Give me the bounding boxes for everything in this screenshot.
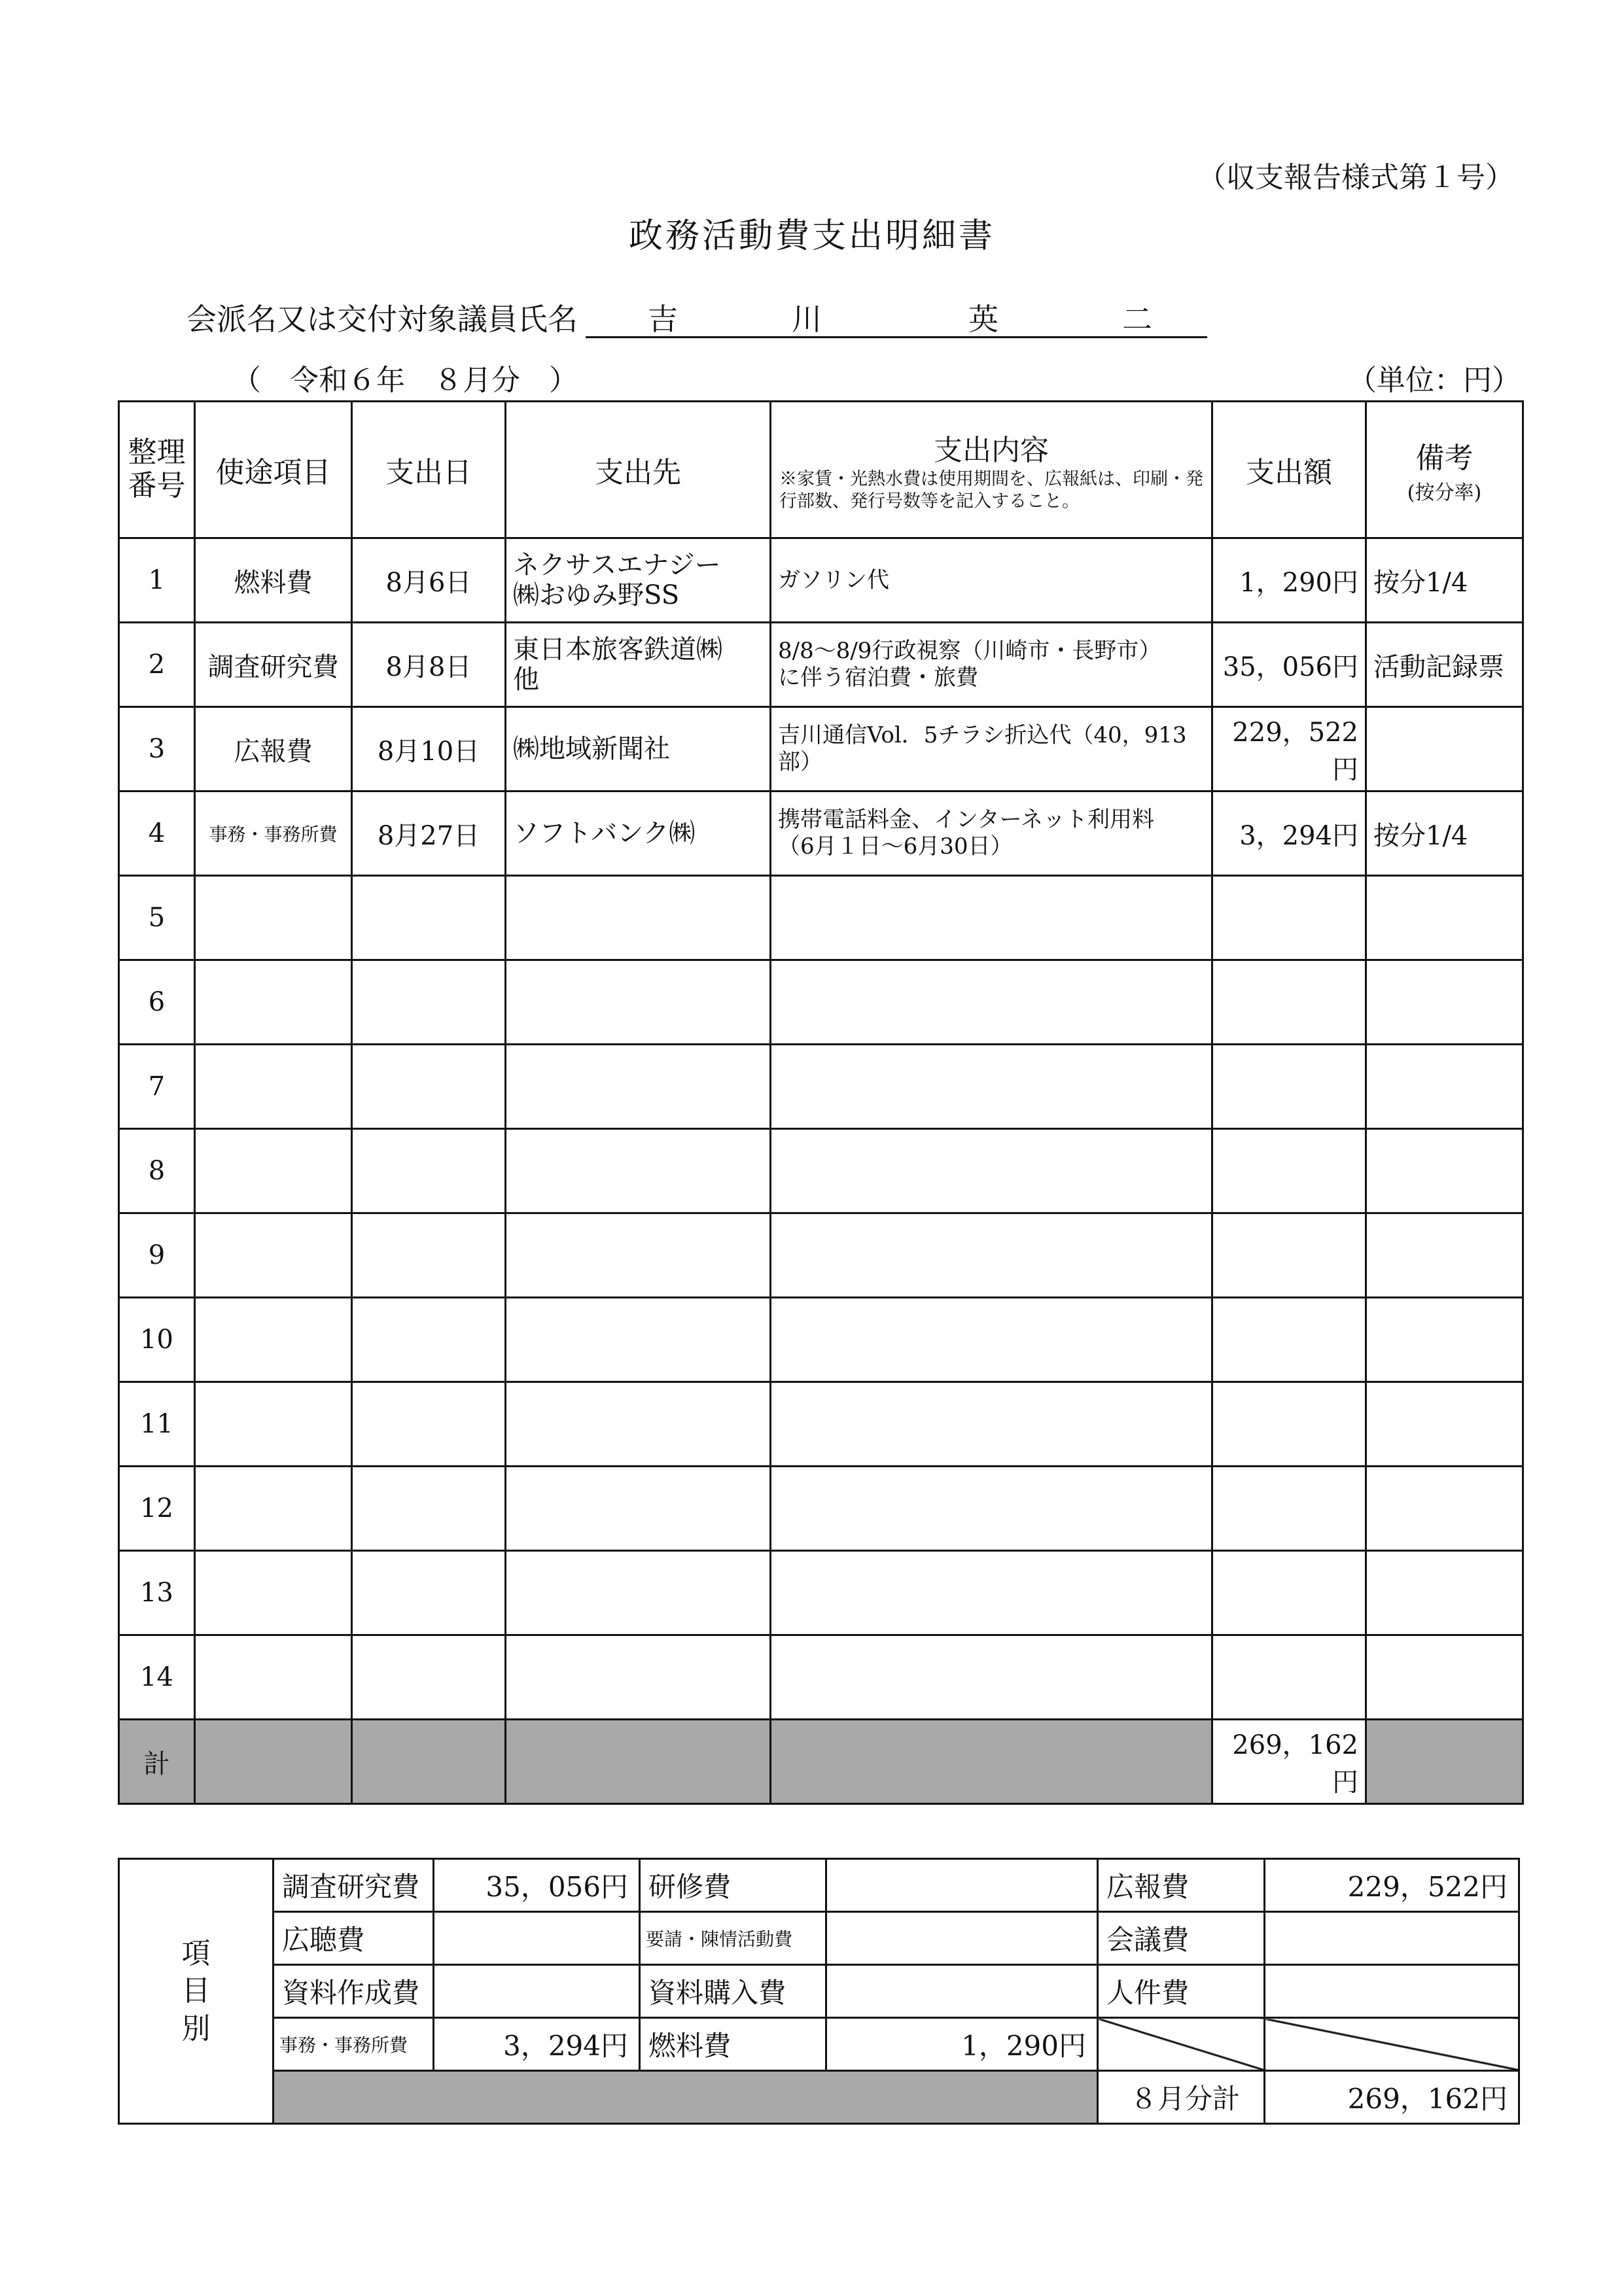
table-row: [119, 1129, 1523, 1213]
summary-row: [119, 1965, 1519, 2018]
table-row: [119, 876, 1523, 960]
summary-row: [119, 2018, 1519, 2071]
summary-row: [119, 2071, 1519, 2124]
header-remarks: [1366, 402, 1523, 538]
row-no: 7: [119, 1045, 195, 1129]
row-date: [352, 1213, 506, 1298]
row-payee: [506, 1129, 771, 1213]
category-summary-table: [118, 1858, 1520, 2125]
row-content: 8/8～8/9行政視察（川崎市・長野市） に伴う宿泊費・旅費: [771, 623, 1212, 707]
member-name-underline: [586, 336, 1207, 338]
summary-hearing-value: [434, 1912, 640, 1965]
summary-pr-label: 広報費: [1098, 1859, 1265, 1912]
row-no: 6: [119, 960, 195, 1045]
row-item: [195, 1045, 352, 1129]
row-date: [352, 1045, 506, 1129]
header-remarks-sub: (按分率): [1407, 481, 1482, 504]
total-amount: 269，162円: [1212, 1720, 1366, 1804]
row-payee: ネクサスエナジー ㈱おゆみ野SS: [506, 538, 771, 623]
row-no: 12: [119, 1467, 195, 1551]
total-blank: [1366, 1720, 1523, 1804]
row-no: 2: [119, 623, 195, 707]
row-content: [771, 960, 1212, 1045]
row-remarks: 按分1/4: [1366, 791, 1523, 876]
row-amount: 1，290円: [1212, 538, 1366, 623]
summary-meeting-value: [1265, 1912, 1519, 1965]
table-header-row: [119, 402, 1523, 538]
row-item: [195, 1635, 352, 1720]
summary-docmaking-label: 資料作成費: [274, 1965, 434, 2018]
row-remarks: [1366, 1129, 1523, 1213]
row-remarks: [1366, 707, 1523, 791]
row-item: [195, 1467, 352, 1551]
row-amount: [1212, 1213, 1366, 1298]
row-content: [771, 1045, 1212, 1129]
row-payee: [506, 1551, 771, 1635]
header-content-note: ※家賃・光熱水費は使用期間を、広報紙は、印刷・発行部数、発行号数等を記入すること。: [779, 469, 1203, 512]
row-date: 8月8日: [352, 623, 506, 707]
row-no: 5: [119, 876, 195, 960]
unit-label: （単位：円）: [1348, 364, 1521, 397]
header-item: 使途項目: [195, 402, 352, 538]
member-name-label: 会派名又は交付対象議員氏名: [186, 302, 578, 337]
total-blank: [771, 1720, 1212, 1804]
row-content: 携帯電話料金、インターネット利用料 （6月１日～6月30日）: [771, 791, 1212, 876]
table-row: [119, 1467, 1523, 1551]
row-content: [771, 1298, 1212, 1382]
total-row: [119, 1720, 1523, 1804]
total-label: 計: [119, 1720, 195, 1804]
summary-docmaking-value: [434, 1965, 640, 2018]
row-remarks: [1366, 960, 1523, 1045]
header-payee: 支出先: [506, 402, 771, 538]
row-no: 4: [119, 791, 195, 876]
row-date: [352, 1551, 506, 1635]
summary-pr-value: 229，522円: [1265, 1859, 1519, 1912]
table-row: [119, 538, 1523, 623]
row-date: [352, 1467, 506, 1551]
row-content: [771, 1551, 1212, 1635]
row-amount: [1212, 1551, 1366, 1635]
summary-training-value: [826, 1859, 1098, 1912]
expenditure-table: [118, 400, 1524, 1805]
header-remarks-title: 備考: [1415, 442, 1474, 475]
row-amount: [1212, 876, 1366, 960]
row-amount: [1212, 1129, 1366, 1213]
row-payee: [506, 1467, 771, 1551]
row-payee: [506, 1382, 771, 1467]
member-name-char-3: 英: [968, 302, 998, 337]
row-content: 吉川通信Vol．5チラシ折込代（40，913 部）: [771, 707, 1212, 791]
row-item: [195, 1129, 352, 1213]
row-no: 8: [119, 1129, 195, 1213]
row-no: 9: [119, 1213, 195, 1298]
row-payee: [506, 960, 771, 1045]
row-item: [195, 1213, 352, 1298]
summary-personnel-label: 人件費: [1098, 1965, 1265, 2018]
row-amount: [1212, 1635, 1366, 1720]
row-remarks: [1366, 876, 1523, 960]
member-name-char-4: 二: [1122, 302, 1152, 337]
table-row: [119, 707, 1523, 791]
row-amount: [1212, 1382, 1366, 1467]
summary-research-value: 35，056円: [434, 1859, 640, 1912]
row-content: [771, 1129, 1212, 1213]
table-row: [119, 1551, 1523, 1635]
row-payee: ㈱地域新聞社: [506, 707, 771, 791]
row-amount: 35，056円: [1212, 623, 1366, 707]
row-item: 広報費: [195, 707, 352, 791]
row-content: [771, 876, 1212, 960]
table-row: [119, 1382, 1523, 1467]
header-content-title: 支出内容: [934, 434, 1049, 468]
summary-crossed-cell: [1265, 2018, 1519, 2071]
summary-fuel-label: 燃料費: [640, 2018, 826, 2071]
row-item: 燃料費: [195, 538, 352, 623]
summary-personnel-value: [1265, 1965, 1519, 2018]
row-item: 事務・事務所費: [195, 791, 352, 876]
row-amount: 3，294円: [1212, 791, 1366, 876]
summary-row: [119, 1912, 1519, 1965]
row-payee: [506, 1298, 771, 1382]
row-remarks: [1366, 1467, 1523, 1551]
summary-docpurchase-label: 資料購入費: [640, 1965, 826, 2018]
row-amount: [1212, 1298, 1366, 1382]
row-no: 14: [119, 1635, 195, 1720]
row-amount: [1212, 1045, 1366, 1129]
row-date: 8月10日: [352, 707, 506, 791]
row-content: [771, 1635, 1212, 1720]
summary-docpurchase-value: [826, 1965, 1098, 2018]
row-payee: [506, 1635, 771, 1720]
summary-hearing-label: 広聴費: [274, 1912, 434, 1965]
table-row: [119, 1213, 1523, 1298]
row-no: 1: [119, 538, 195, 623]
row-no: 13: [119, 1551, 195, 1635]
header-date: 支出日: [352, 402, 506, 538]
row-remarks: [1366, 1551, 1523, 1635]
report-period: （ 令和６年 ８月分 ）: [232, 364, 578, 397]
row-item: [195, 1298, 352, 1382]
row-amount: [1212, 960, 1366, 1045]
row-date: [352, 1298, 506, 1382]
row-remarks: [1366, 1382, 1523, 1467]
row-payee: [506, 876, 771, 960]
row-item: [195, 960, 352, 1045]
header-content: [771, 402, 1212, 538]
row-content: [771, 1382, 1212, 1467]
total-blank: [506, 1720, 771, 1804]
summary-fuel-value: 1，290円: [826, 2018, 1098, 2071]
row-content: [771, 1467, 1212, 1551]
summary-training-label: 研修費: [640, 1859, 826, 1912]
row-item: [195, 1382, 352, 1467]
row-payee: ソフトバンク㈱: [506, 791, 771, 876]
total-blank: [195, 1720, 352, 1804]
row-payee: [506, 1045, 771, 1129]
row-no: 3: [119, 707, 195, 791]
summary-office-value: 3，294円: [434, 2018, 640, 2071]
member-name-char-1: 吉: [648, 302, 678, 337]
summary-row: [119, 1859, 1519, 1912]
summary-side-label: 項 目 別: [119, 1859, 274, 2124]
row-remarks: 活動記録票: [1366, 623, 1523, 707]
summary-research-label: 調査研究費: [274, 1859, 434, 1912]
table-row: [119, 623, 1523, 707]
total-blank: [352, 1720, 506, 1804]
row-remarks: [1366, 1635, 1523, 1720]
table-row: [119, 1045, 1523, 1129]
header-amount: 支出額: [1212, 402, 1366, 538]
row-payee: [506, 1213, 771, 1298]
table-row: [119, 1298, 1523, 1382]
summary-month-total-label: ８月分計: [1098, 2071, 1265, 2124]
header-no: 整理 番号: [119, 402, 195, 538]
row-item: [195, 1551, 352, 1635]
summary-petition-value: [826, 1912, 1098, 1965]
document-title: 政務活動費支出明細書: [628, 217, 995, 256]
row-date: [352, 1635, 506, 1720]
row-date: [352, 960, 506, 1045]
form-number: （収支報告様式第１号）: [1197, 161, 1514, 194]
member-name-char-2: 川: [792, 302, 822, 337]
table-row: [119, 791, 1523, 876]
row-amount: 229，522円: [1212, 707, 1366, 791]
summary-petition-label: 要請・陳情活動費: [640, 1912, 826, 1965]
row-payee: 東日本旅客鉄道㈱ 他: [506, 623, 771, 707]
row-no: 11: [119, 1382, 195, 1467]
row-date: [352, 1382, 506, 1467]
summary-office-label: 事務・事務所費: [274, 2018, 434, 2071]
summary-shaded-cell: [274, 2071, 1098, 2124]
table-row: [119, 960, 1523, 1045]
row-item: [195, 876, 352, 960]
row-remarks: [1366, 1298, 1523, 1382]
summary-meeting-label: 会議費: [1098, 1912, 1265, 1965]
row-date: 8月27日: [352, 791, 506, 876]
row-remarks: [1366, 1213, 1523, 1298]
row-date: 8月6日: [352, 538, 506, 623]
row-content: [771, 1213, 1212, 1298]
table-row: [119, 1635, 1523, 1720]
row-no: 10: [119, 1298, 195, 1382]
row-date: [352, 1129, 506, 1213]
row-date: [352, 876, 506, 960]
row-remarks: 按分1/4: [1366, 538, 1523, 623]
row-content: ガソリン代: [771, 538, 1212, 623]
summary-month-total-value: 269，162円: [1265, 2071, 1519, 2124]
row-item: 調査研究費: [195, 623, 352, 707]
row-remarks: [1366, 1045, 1523, 1129]
summary-crossed-cell: [1098, 2018, 1265, 2071]
row-amount: [1212, 1467, 1366, 1551]
